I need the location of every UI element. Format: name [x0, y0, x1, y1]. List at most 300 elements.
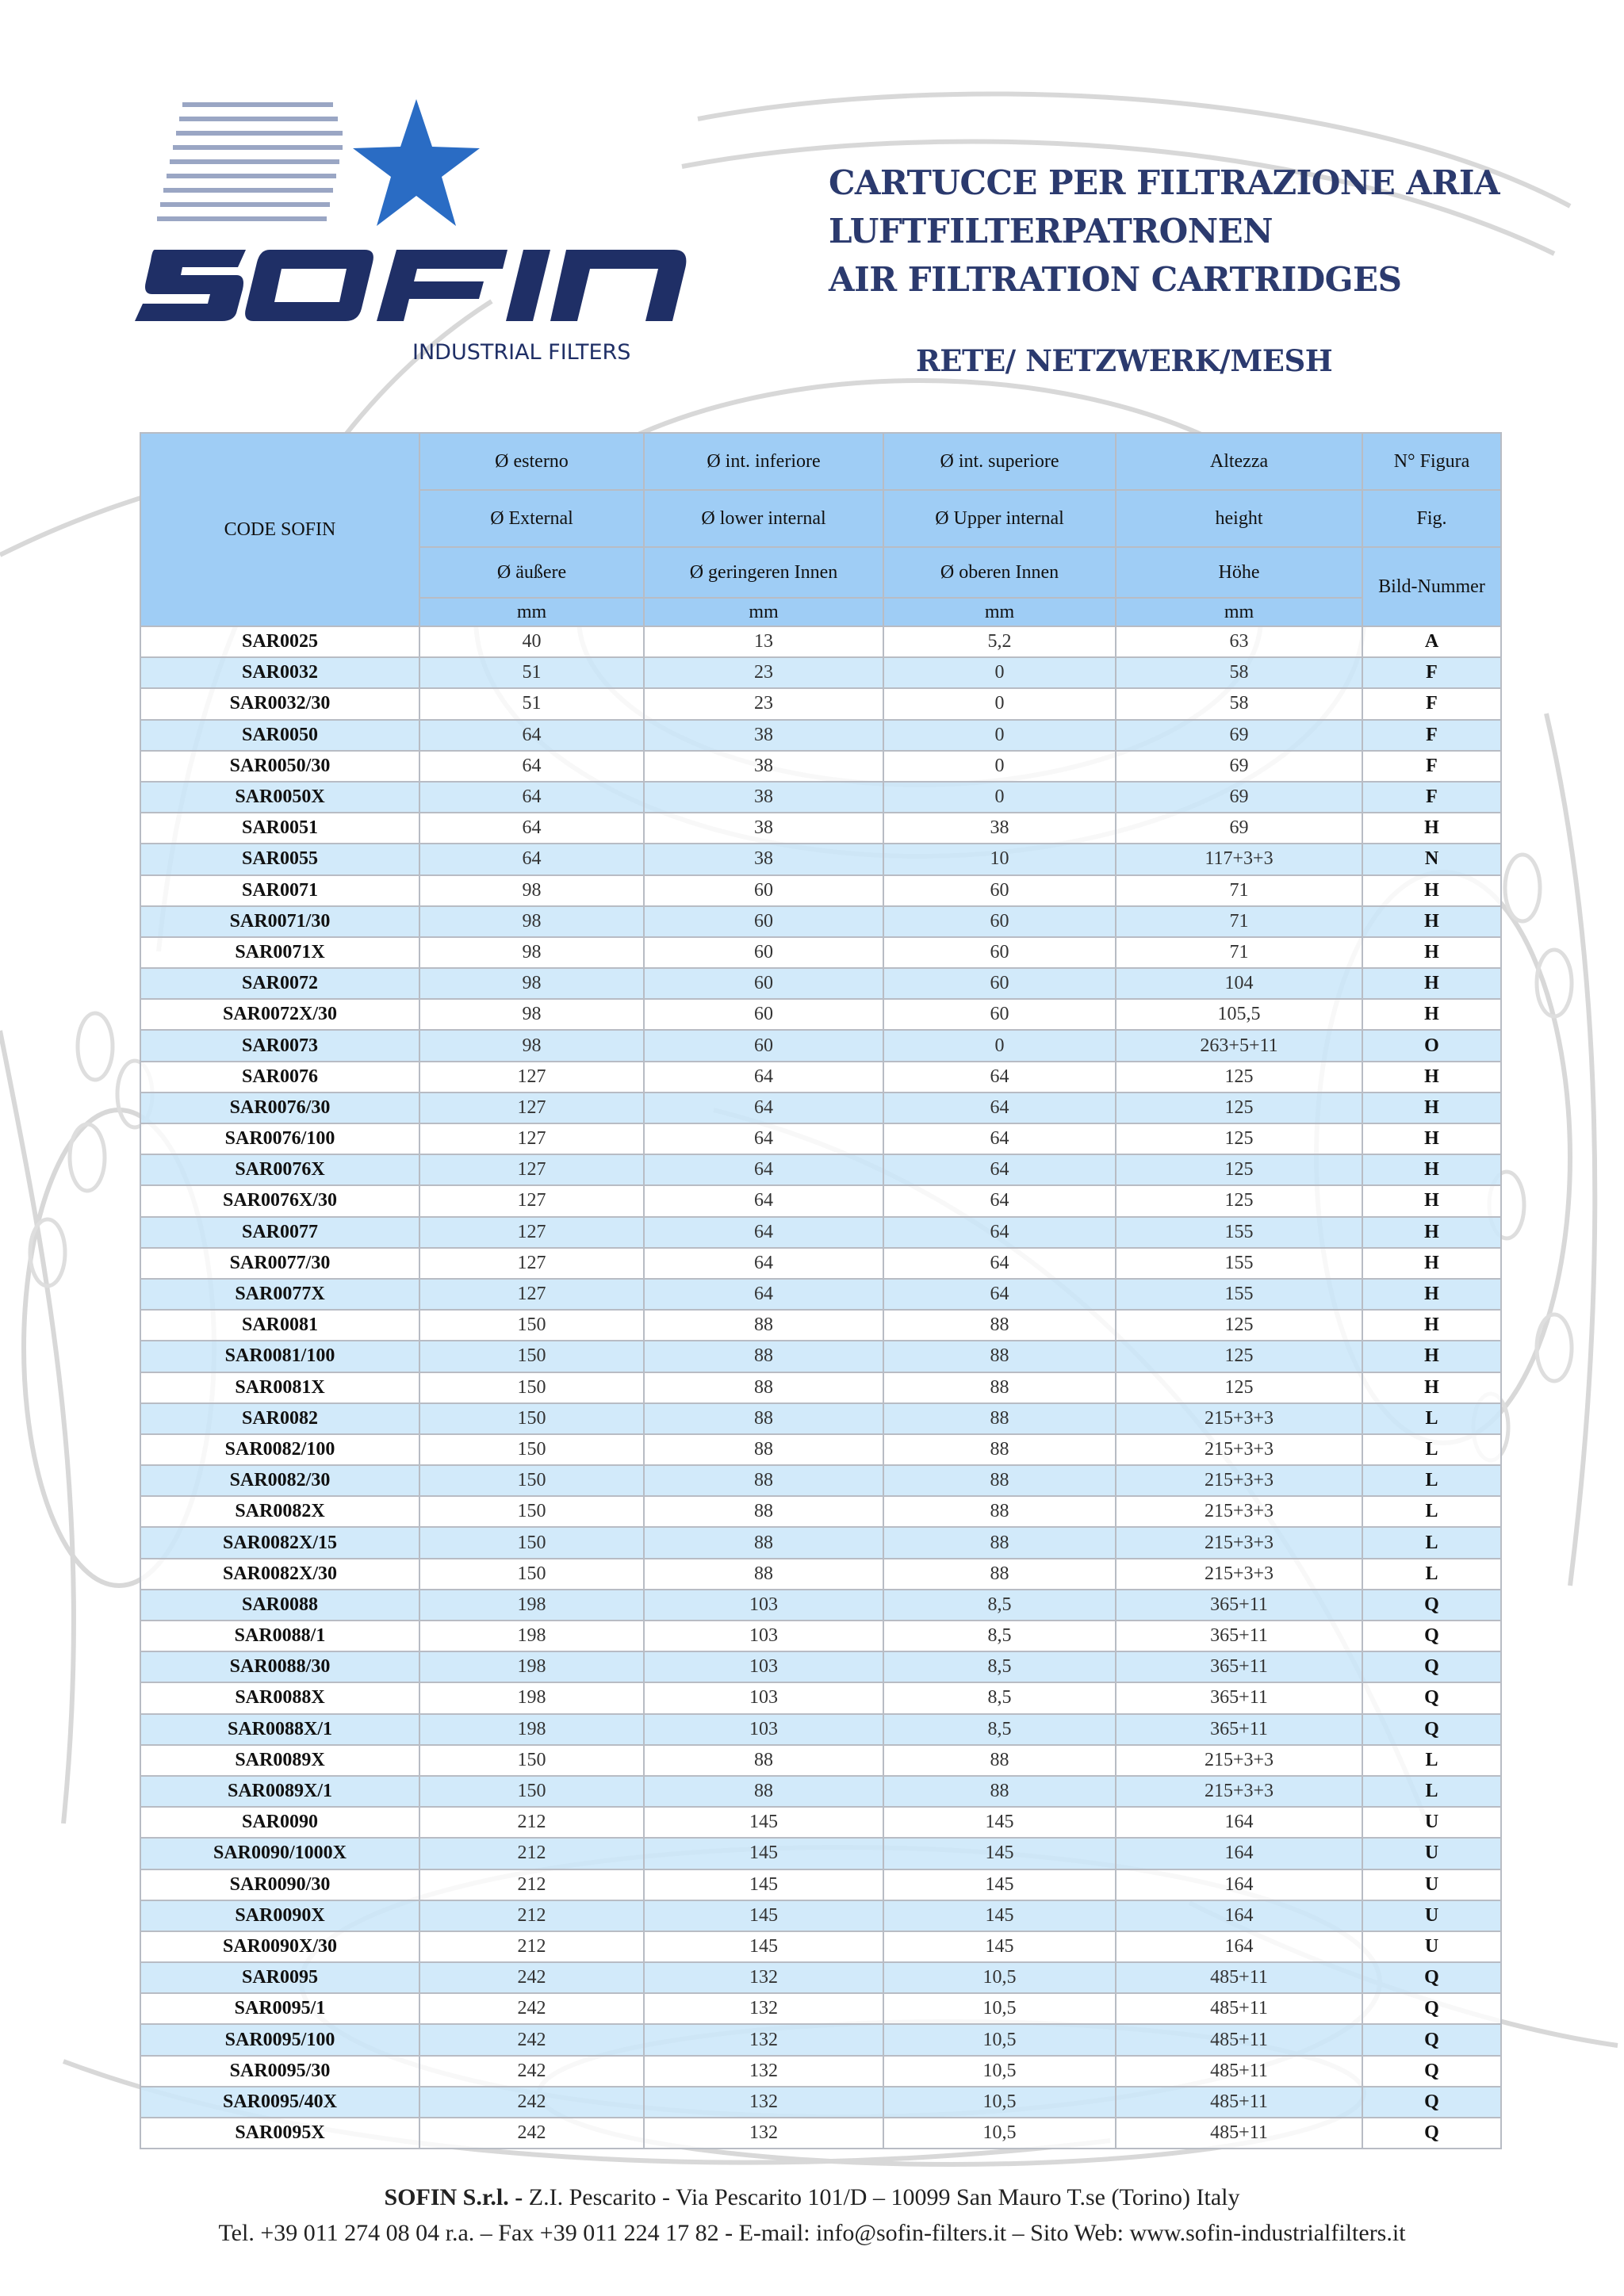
cell-upper-internal: 0	[883, 688, 1116, 719]
cell-outer-diameter: 242	[419, 1993, 644, 2024]
cell-figure: U	[1362, 1838, 1501, 1869]
unit-mm-height: mm	[1116, 598, 1362, 626]
cell-upper-internal: 88	[883, 1434, 1116, 1465]
footer-address: Z.I. Pescarito - Via Pescarito 101/D – 10099 San Mauro T.se (Torino) Italy	[528, 2184, 1240, 2210]
cell-figure: L	[1362, 1403, 1501, 1434]
cell-figure: Q	[1362, 1993, 1501, 2024]
header-en-outer: Ø External	[419, 490, 644, 547]
table-row	[140, 1279, 1501, 1310]
cell-code: SAR0082X/30	[140, 1559, 419, 1590]
cell-code: SAR0076X/30	[140, 1185, 419, 1216]
cell-outer-diameter: 150	[419, 1496, 644, 1527]
cell-outer-diameter: 150	[419, 1341, 644, 1372]
cell-figure: F	[1362, 657, 1501, 688]
cell-code: SAR0050	[140, 720, 419, 751]
cell-figure: H	[1362, 1248, 1501, 1279]
table-row	[140, 1030, 1501, 1061]
cell-height: 485+11	[1116, 2056, 1362, 2087]
cell-outer-diameter: 127	[419, 1062, 644, 1093]
cell-upper-internal: 10,5	[883, 2056, 1116, 2087]
cell-code: SAR0050X	[140, 782, 419, 813]
cell-lower-internal: 88	[644, 1776, 883, 1807]
cell-code: SAR0089X	[140, 1745, 419, 1776]
cell-outer-diameter: 98	[419, 999, 644, 1030]
title-english: AIR FILTRATION CARTRIDGES	[829, 260, 1402, 299]
cell-outer-diameter: 64	[419, 844, 644, 874]
cell-lower-internal: 60	[644, 906, 883, 937]
cell-lower-internal: 88	[644, 1496, 883, 1527]
cell-code: SAR0088/30	[140, 1651, 419, 1682]
cell-height: 125	[1116, 1372, 1362, 1403]
cell-lower-internal: 38	[644, 782, 883, 813]
cell-figure: Q	[1362, 2024, 1501, 2055]
table-row	[140, 1869, 1501, 1900]
header-de-lower-internal: Ø geringeren Innen	[644, 547, 883, 598]
cell-upper-internal: 88	[883, 1372, 1116, 1403]
cell-code: SAR0095/40X	[140, 2087, 419, 2118]
cell-code: SAR0095	[140, 1962, 419, 1993]
cell-outer-diameter: 150	[419, 1465, 644, 1496]
table-row	[140, 626, 1501, 657]
table-row	[140, 2024, 1501, 2055]
cell-outer-diameter: 40	[419, 626, 644, 657]
cell-height: 71	[1116, 875, 1362, 906]
cell-height: 104	[1116, 968, 1362, 999]
cell-code: SAR0090	[140, 1807, 419, 1838]
cell-figure: H	[1362, 968, 1501, 999]
sofin-logo	[135, 99, 706, 369]
cell-lower-internal: 64	[644, 1154, 883, 1185]
cell-upper-internal: 64	[883, 1185, 1116, 1216]
cell-upper-internal: 5,2	[883, 626, 1116, 657]
cell-code: SAR0072X/30	[140, 999, 419, 1030]
cell-outer-diameter: 242	[419, 2118, 644, 2149]
table-row	[140, 844, 1501, 874]
cell-figure: L	[1362, 1776, 1501, 1807]
cell-height: 155	[1116, 1248, 1362, 1279]
cell-lower-internal: 64	[644, 1217, 883, 1248]
cell-figure: Q	[1362, 2118, 1501, 2149]
cell-height: 63	[1116, 626, 1362, 657]
cell-outer-diameter: 150	[419, 1403, 644, 1434]
cell-outer-diameter: 198	[419, 1651, 644, 1682]
cell-outer-diameter: 98	[419, 875, 644, 906]
cell-code: SAR0088/1	[140, 1621, 419, 1651]
cell-outer-diameter: 212	[419, 1838, 644, 1869]
table-row	[140, 1217, 1501, 1248]
cell-figure: H	[1362, 1279, 1501, 1310]
table-row	[140, 657, 1501, 688]
cell-upper-internal: 60	[883, 875, 1116, 906]
cell-outer-diameter: 127	[419, 1185, 644, 1216]
table-header	[140, 433, 1501, 626]
cell-lower-internal: 64	[644, 1093, 883, 1123]
cell-height: 164	[1116, 1931, 1362, 1962]
cell-figure: Q	[1362, 1590, 1501, 1621]
cell-figure: F	[1362, 720, 1501, 751]
cell-height: 365+11	[1116, 1682, 1362, 1713]
cell-figure: H	[1362, 1093, 1501, 1123]
cell-outer-diameter: 64	[419, 720, 644, 751]
table-row	[140, 1838, 1501, 1869]
cell-lower-internal: 132	[644, 2056, 883, 2087]
cell-figure: A	[1362, 626, 1501, 657]
table-row	[140, 1590, 1501, 1621]
cell-figure: L	[1362, 1559, 1501, 1590]
header-de-figure: Bild-Nummer	[1362, 547, 1501, 626]
cartridge-table-wrapper	[140, 432, 1502, 2149]
cell-lower-internal: 38	[644, 844, 883, 874]
cell-figure: H	[1362, 1341, 1501, 1372]
table-row	[140, 688, 1501, 719]
cell-code: SAR0032/30	[140, 688, 419, 719]
cell-outer-diameter: 212	[419, 1931, 644, 1962]
cell-upper-internal: 0	[883, 657, 1116, 688]
cell-figure: H	[1362, 1154, 1501, 1185]
header-en-height: height	[1116, 490, 1362, 547]
cell-outer-diameter: 98	[419, 937, 644, 968]
cell-height: 164	[1116, 1869, 1362, 1900]
cell-upper-internal: 64	[883, 1062, 1116, 1093]
cell-code: SAR0089X/1	[140, 1776, 419, 1807]
cell-outer-diameter: 127	[419, 1093, 644, 1123]
cell-lower-internal: 88	[644, 1403, 883, 1434]
cell-height: 164	[1116, 1900, 1362, 1931]
cell-upper-internal: 64	[883, 1279, 1116, 1310]
cell-upper-internal: 64	[883, 1093, 1116, 1123]
cell-code: SAR0076/100	[140, 1123, 419, 1154]
cell-height: 164	[1116, 1838, 1362, 1869]
cell-code: SAR0088X/1	[140, 1714, 419, 1745]
cell-height: 485+11	[1116, 1962, 1362, 1993]
cell-height: 365+11	[1116, 1590, 1362, 1621]
cell-code: SAR0071X	[140, 937, 419, 968]
cell-lower-internal: 88	[644, 1310, 883, 1341]
cell-height: 125	[1116, 1154, 1362, 1185]
header-en-lower-internal: Ø lower internal	[644, 490, 883, 547]
cell-outer-diameter: 150	[419, 1745, 644, 1776]
cell-lower-internal: 145	[644, 1807, 883, 1838]
cell-figure: H	[1362, 937, 1501, 968]
header-it-height: Altezza	[1116, 433, 1362, 490]
cell-height: 215+3+3	[1116, 1559, 1362, 1590]
table-row	[140, 1559, 1501, 1590]
table-row	[140, 968, 1501, 999]
table-row	[140, 937, 1501, 968]
cell-lower-internal: 64	[644, 1185, 883, 1216]
cell-code: SAR0095/1	[140, 1993, 419, 2024]
cell-code: SAR0090X/30	[140, 1931, 419, 1962]
cell-figure: U	[1362, 1869, 1501, 1900]
cell-upper-internal: 88	[883, 1496, 1116, 1527]
cell-upper-internal: 145	[883, 1838, 1116, 1869]
table-row	[140, 1807, 1501, 1838]
table-row	[140, 751, 1501, 782]
cell-height: 71	[1116, 906, 1362, 937]
cell-figure: H	[1362, 1123, 1501, 1154]
cell-outer-diameter: 242	[419, 1962, 644, 1993]
cell-outer-diameter: 198	[419, 1714, 644, 1745]
document-titles	[829, 159, 1500, 304]
cell-upper-internal: 10	[883, 844, 1116, 874]
cell-figure: Q	[1362, 1682, 1501, 1713]
table-row	[140, 1434, 1501, 1465]
cell-figure: H	[1362, 906, 1501, 937]
cell-lower-internal: 88	[644, 1559, 883, 1590]
footer-address-line	[0, 2184, 1624, 2211]
table-row	[140, 1154, 1501, 1185]
cell-height: 58	[1116, 688, 1362, 719]
cell-height: 215+3+3	[1116, 1403, 1362, 1434]
header-en-upper-internal: Ø Upper internal	[883, 490, 1116, 547]
cell-figure: H	[1362, 875, 1501, 906]
logo-tagline: INDUSTRIAL FILTERS	[412, 340, 631, 365]
cell-code: SAR0082	[140, 1403, 419, 1434]
cell-code: SAR0077	[140, 1217, 419, 1248]
cell-height: 69	[1116, 782, 1362, 813]
cell-code: SAR0081/100	[140, 1341, 419, 1372]
cell-figure: O	[1362, 1030, 1501, 1061]
cell-code: SAR0095/100	[140, 2024, 419, 2055]
table-row	[140, 1372, 1501, 1403]
cell-lower-internal: 38	[644, 720, 883, 751]
cell-outer-diameter: 64	[419, 751, 644, 782]
logo-star-icon	[353, 99, 480, 226]
cell-lower-internal: 88	[644, 1434, 883, 1465]
cell-upper-internal: 60	[883, 968, 1116, 999]
cell-upper-internal: 0	[883, 782, 1116, 813]
table-row	[140, 1093, 1501, 1123]
cell-figure: F	[1362, 751, 1501, 782]
cell-figure: H	[1362, 1372, 1501, 1403]
cell-figure: Q	[1362, 2056, 1501, 2087]
cell-lower-internal: 103	[644, 1651, 883, 1682]
cell-outer-diameter: 150	[419, 1776, 644, 1807]
header-it-outer: Ø esterno	[419, 433, 644, 490]
cell-lower-internal: 132	[644, 2118, 883, 2149]
footer-company: SOFIN S.r.l. -	[384, 2184, 523, 2210]
cell-figure: L	[1362, 1434, 1501, 1465]
table-row	[140, 875, 1501, 906]
cell-code: SAR0051	[140, 813, 419, 844]
cell-outer-diameter: 51	[419, 688, 644, 719]
title-italian: CARTUCCE PER FILTRAZIONE ARIA	[829, 163, 1500, 202]
header-de-height: Höhe	[1116, 547, 1362, 598]
table-row	[140, 1682, 1501, 1713]
table-row	[140, 1962, 1501, 1993]
cell-height: 215+3+3	[1116, 1776, 1362, 1807]
cell-height: 485+11	[1116, 1993, 1362, 2024]
cell-outer-diameter: 150	[419, 1559, 644, 1590]
footer-contacts: Tel. +39 011 274 08 04 r.a. – Fax +39 011 224 17 82 - E-mail: info@sofin-filters.it – Sito Web: www.sofin-industrialfilters.it	[218, 2220, 1406, 2246]
cell-height: 485+11	[1116, 2087, 1362, 2118]
cell-height: 58	[1116, 657, 1362, 688]
cell-outer-diameter: 212	[419, 1900, 644, 1931]
cell-lower-internal: 13	[644, 626, 883, 657]
cell-outer-diameter: 150	[419, 1372, 644, 1403]
table-row	[140, 2118, 1501, 2149]
cell-figure: H	[1362, 999, 1501, 1030]
cell-height: 125	[1116, 1062, 1362, 1093]
cell-lower-internal: 64	[644, 1062, 883, 1093]
table-row	[140, 1403, 1501, 1434]
cell-outer-diameter: 242	[419, 2024, 644, 2055]
cell-height: 485+11	[1116, 2118, 1362, 2149]
table-row	[140, 1651, 1501, 1682]
cell-lower-internal: 38	[644, 751, 883, 782]
cell-height: 69	[1116, 813, 1362, 844]
cell-outer-diameter: 127	[419, 1248, 644, 1279]
cell-lower-internal: 132	[644, 1962, 883, 1993]
cell-outer-diameter: 98	[419, 906, 644, 937]
cell-figure: H	[1362, 1310, 1501, 1341]
cell-upper-internal: 38	[883, 813, 1116, 844]
header-code-sofin: CODE SOFIN	[140, 433, 419, 626]
header-de-upper-internal: Ø oberen Innen	[883, 547, 1116, 598]
cell-lower-internal: 60	[644, 1030, 883, 1061]
cell-code: SAR0073	[140, 1030, 419, 1061]
cell-outer-diameter: 127	[419, 1217, 644, 1248]
table-row	[140, 1745, 1501, 1776]
cell-upper-internal: 88	[883, 1465, 1116, 1496]
cell-figure: Q	[1362, 2087, 1501, 2118]
cell-upper-internal: 64	[883, 1248, 1116, 1279]
header-it-figure: N° Figura	[1362, 433, 1501, 490]
cell-figure: Q	[1362, 1621, 1501, 1651]
cell-upper-internal: 64	[883, 1217, 1116, 1248]
cell-figure: U	[1362, 1807, 1501, 1838]
cell-figure: N	[1362, 844, 1501, 874]
cell-upper-internal: 145	[883, 1807, 1116, 1838]
table-row	[140, 1465, 1501, 1496]
table-row	[140, 1123, 1501, 1154]
cell-upper-internal: 10,5	[883, 1962, 1116, 1993]
cell-height: 365+11	[1116, 1621, 1362, 1651]
cell-upper-internal: 88	[883, 1776, 1116, 1807]
cell-lower-internal: 88	[644, 1465, 883, 1496]
cell-upper-internal: 88	[883, 1745, 1116, 1776]
cell-figure: H	[1362, 1185, 1501, 1216]
cell-outer-diameter: 242	[419, 2056, 644, 2087]
table-row	[140, 1931, 1501, 1962]
cell-figure: F	[1362, 782, 1501, 813]
cell-outer-diameter: 127	[419, 1154, 644, 1185]
cell-height: 105,5	[1116, 999, 1362, 1030]
cell-upper-internal: 145	[883, 1931, 1116, 1962]
cell-upper-internal: 88	[883, 1310, 1116, 1341]
cell-figure: H	[1362, 1062, 1501, 1093]
title-german: LUFTFILTERPATRONEN	[829, 212, 1274, 251]
cell-height: 117+3+3	[1116, 844, 1362, 874]
cell-lower-internal: 145	[644, 1838, 883, 1869]
header-it-lower-internal: Ø int. inferiore	[644, 433, 883, 490]
logo-speed-lines	[157, 102, 343, 221]
cell-height: 155	[1116, 1217, 1362, 1248]
cell-outer-diameter: 198	[419, 1590, 644, 1621]
header-en-figure: Fig.	[1362, 490, 1501, 547]
cell-code: SAR0082X/15	[140, 1527, 419, 1558]
cell-upper-internal: 145	[883, 1900, 1116, 1931]
cell-upper-internal: 8,5	[883, 1590, 1116, 1621]
cell-height: 215+3+3	[1116, 1434, 1362, 1465]
cell-outer-diameter: 198	[419, 1621, 644, 1651]
cell-upper-internal: 0	[883, 720, 1116, 751]
cell-height: 164	[1116, 1807, 1362, 1838]
cell-figure: U	[1362, 1900, 1501, 1931]
cell-outer-diameter: 150	[419, 1434, 644, 1465]
cell-upper-internal: 8,5	[883, 1621, 1116, 1651]
unit-mm-upper-internal: mm	[883, 598, 1116, 626]
cell-height: 125	[1116, 1185, 1362, 1216]
cell-lower-internal: 64	[644, 1123, 883, 1154]
cell-lower-internal: 64	[644, 1248, 883, 1279]
cell-code: SAR0076/30	[140, 1093, 419, 1123]
cell-code: SAR0050/30	[140, 751, 419, 782]
cell-outer-diameter: 127	[419, 1279, 644, 1310]
cell-lower-internal: 88	[644, 1527, 883, 1558]
cell-figure: Q	[1362, 1651, 1501, 1682]
cell-figure: Q	[1362, 1962, 1501, 1993]
cell-outer-diameter: 127	[419, 1123, 644, 1154]
table-row	[140, 1248, 1501, 1279]
cell-code: SAR0088X	[140, 1682, 419, 1713]
cell-height: 69	[1116, 751, 1362, 782]
cell-upper-internal: 10,5	[883, 1993, 1116, 2024]
cell-code: SAR0090/30	[140, 1869, 419, 1900]
table-row	[140, 1496, 1501, 1527]
cell-height: 485+11	[1116, 2024, 1362, 2055]
table-row	[140, 720, 1501, 751]
cell-upper-internal: 10,5	[883, 2087, 1116, 2118]
table-row	[140, 999, 1501, 1030]
cell-upper-internal: 8,5	[883, 1651, 1116, 1682]
cell-height: 215+3+3	[1116, 1745, 1362, 1776]
cell-code: SAR0076	[140, 1062, 419, 1093]
cell-lower-internal: 103	[644, 1621, 883, 1651]
cell-outer-diameter: 98	[419, 1030, 644, 1061]
cell-code: SAR0081	[140, 1310, 419, 1341]
cell-code: SAR0082/100	[140, 1434, 419, 1465]
cell-upper-internal: 60	[883, 999, 1116, 1030]
cell-height: 215+3+3	[1116, 1527, 1362, 1558]
cell-height: 125	[1116, 1093, 1362, 1123]
cell-upper-internal: 145	[883, 1869, 1116, 1900]
cell-height: 125	[1116, 1123, 1362, 1154]
cell-upper-internal: 88	[883, 1403, 1116, 1434]
cell-upper-internal: 64	[883, 1154, 1116, 1185]
cell-code: SAR0090X	[140, 1900, 419, 1931]
cartridge-table	[140, 432, 1502, 2149]
cell-upper-internal: 88	[883, 1527, 1116, 1558]
cell-upper-internal: 0	[883, 751, 1116, 782]
cell-code: SAR0072	[140, 968, 419, 999]
cell-code: SAR0025	[140, 626, 419, 657]
table-row	[140, 1527, 1501, 1558]
cell-lower-internal: 132	[644, 2087, 883, 2118]
cell-figure: Q	[1362, 1714, 1501, 1745]
cell-upper-internal: 0	[883, 1030, 1116, 1061]
cell-lower-internal: 88	[644, 1372, 883, 1403]
cell-lower-internal: 60	[644, 937, 883, 968]
cell-upper-internal: 10,5	[883, 2118, 1116, 2149]
cell-height: 125	[1116, 1310, 1362, 1341]
cell-height: 215+3+3	[1116, 1496, 1362, 1527]
cell-lower-internal: 38	[644, 813, 883, 844]
logo-wordmark	[135, 250, 686, 321]
cell-code: SAR0077X	[140, 1279, 419, 1310]
table-row	[140, 1310, 1501, 1341]
table-row	[140, 1993, 1501, 2024]
